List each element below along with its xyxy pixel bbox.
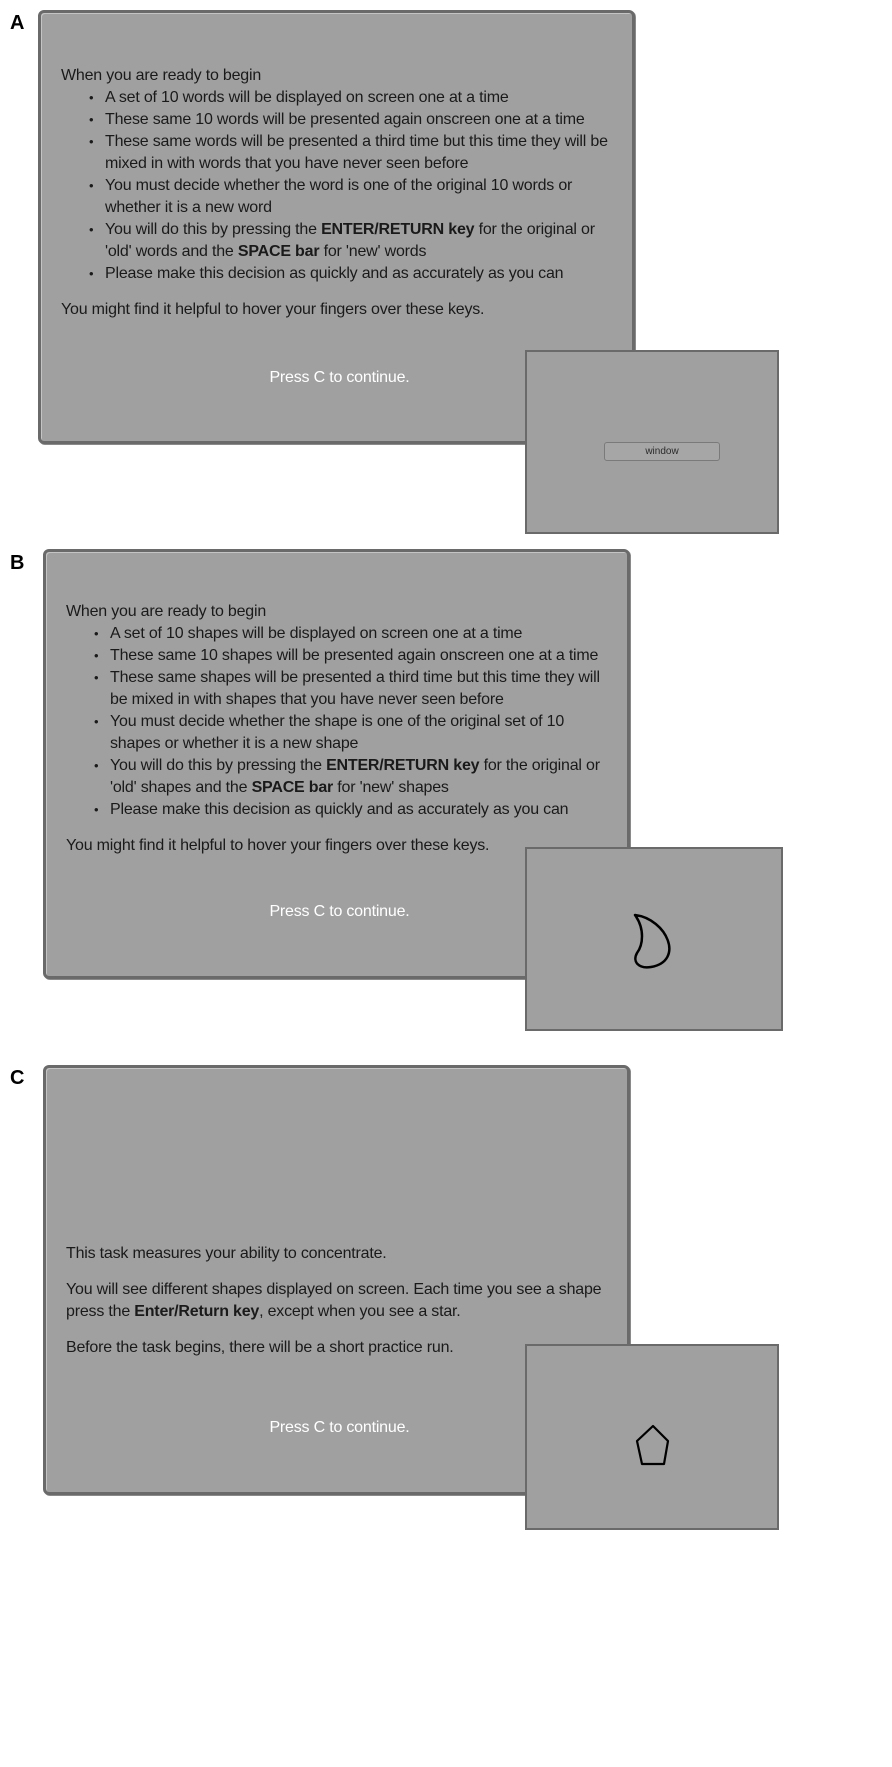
- task-description: You will see different shapes displayed on screen. Each time you see a shape press the Enter/Return key, except when you see a star.: [66, 1281, 602, 1320]
- stimulus-word-box: window: [604, 442, 720, 461]
- intro-line: This task measures your ability to concentrate.: [66, 1245, 387, 1262]
- continue-prompt: Press C to continue.: [269, 903, 410, 920]
- list-item: • You must decide whether the shape is one of the original set of 10 shapes or whether it is a new shape: [94, 711, 616, 755]
- list-item: • A set of 10 words will be displayed on screen one at a time: [89, 87, 621, 109]
- stimulus-screen-c: [525, 1344, 779, 1530]
- stimulus-screen-a: [525, 350, 779, 534]
- list-item: • These same 10 shapes will be presented again onscreen one at a time: [94, 645, 616, 667]
- panel-letter-b: B: [10, 552, 25, 574]
- list-item: • These same words will be presented a third time but this time they will be mixed in with words that you have never seen before: [89, 131, 621, 175]
- instruction-list: [66, 623, 616, 821]
- continue-prompt: Press C to continue.: [269, 369, 410, 386]
- instruction-text-b: [66, 601, 616, 857]
- intro-line: When you are ready to begin: [61, 67, 262, 84]
- crescent-shape-icon: [527, 849, 785, 1033]
- hint-line: You might find it helpful to hover your fingers over these keys.: [66, 837, 490, 854]
- list-item: • Please make this decision as quickly and as accurately as you can: [94, 799, 616, 821]
- list-item: • You will do this by pressing the ENTER/RETURN key for the original or 'old' shapes and the SPACE bar for 'new' shapes: [94, 755, 616, 799]
- enter-key-label: Enter/Return key: [134, 1303, 260, 1320]
- instruction-list: [61, 87, 621, 285]
- intro-line: When you are ready to begin: [66, 603, 267, 620]
- stimulus-screen-b: [525, 847, 783, 1031]
- continue-prompt: Press C to continue.: [269, 1419, 410, 1436]
- pentagon-shape-icon: [527, 1346, 781, 1532]
- enter-key-label: ENTER/RETURN key: [321, 221, 475, 238]
- hint-line: You might find it helpful to hover your fingers over these keys.: [61, 301, 485, 318]
- space-bar-label: SPACE bar: [251, 779, 334, 796]
- list-item: • Please make this decision as quickly and as accurately as you can: [89, 263, 621, 285]
- practice-note: Before the task begins, there will be a short practice run.: [66, 1339, 454, 1356]
- instruction-text-a: [61, 65, 621, 321]
- space-bar-label: SPACE bar: [237, 243, 320, 260]
- panel-letter-c: C: [10, 1067, 25, 1089]
- instruction-text-c: [66, 1243, 616, 1359]
- list-item: • These same 10 words will be presented again onscreen one at a time: [89, 109, 621, 131]
- panel-letter-a: A: [10, 12, 25, 34]
- list-item: • A set of 10 shapes will be displayed on screen one at a time: [94, 623, 616, 645]
- list-item: • You must decide whether the word is one of the original 10 words or whether it is a new word: [89, 175, 621, 219]
- list-item: • You will do this by pressing the ENTER/RETURN key for the original or 'old' words and the SPACE bar for 'new' words: [89, 219, 621, 263]
- list-item: • These same shapes will be presented a third time but this time they will be mixed in with shapes that you have never seen before: [94, 667, 616, 711]
- enter-key-label: ENTER/RETURN key: [326, 757, 480, 774]
